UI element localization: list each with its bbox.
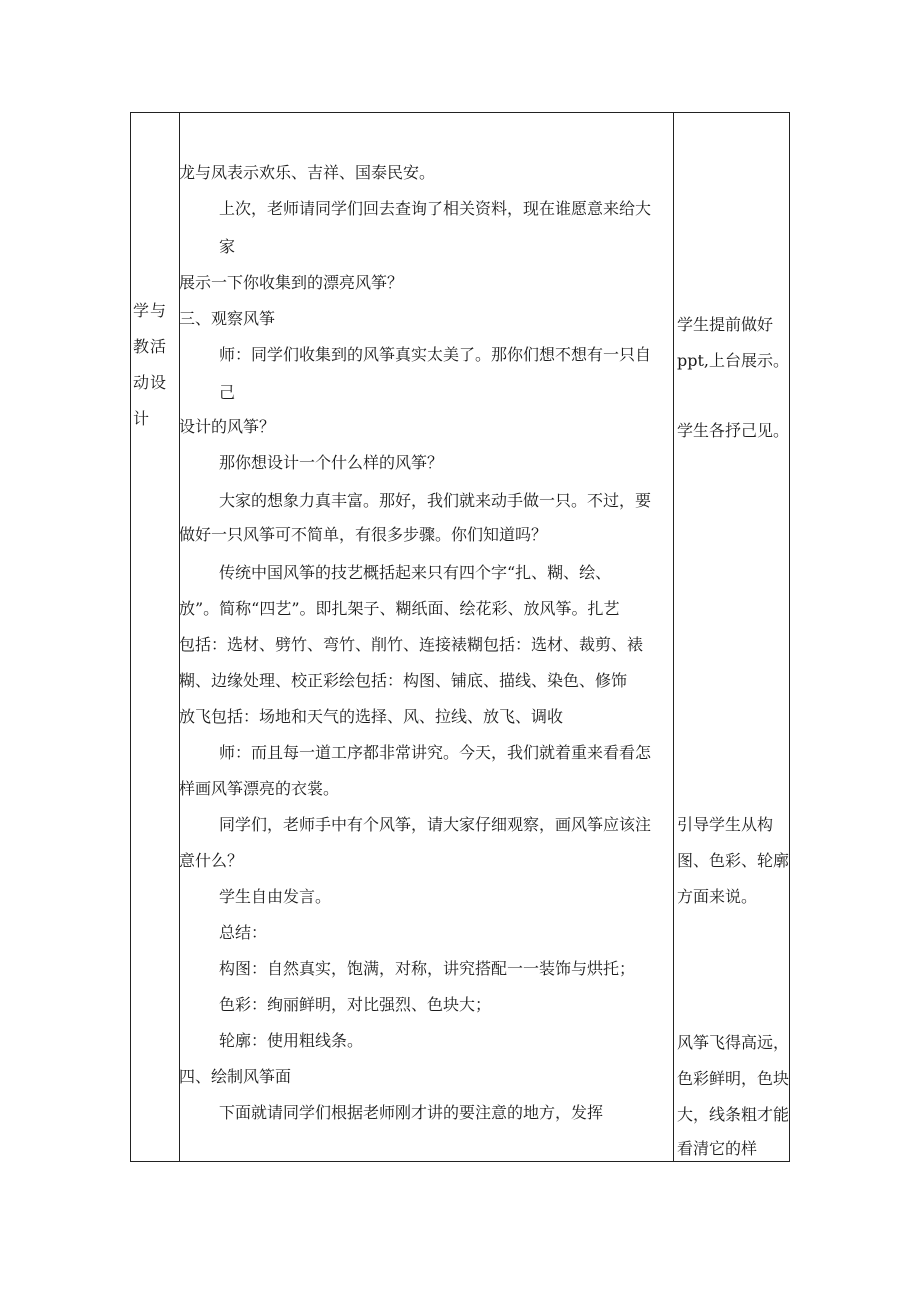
content-line: 放飞包括：场地和天气的选择、风、拉线、放飞、调收 <box>179 707 564 726</box>
content-line: 样画风筝漂亮的衣裳。 <box>179 779 340 798</box>
section-label-line: 教活 <box>133 337 168 356</box>
note-line: 图、色彩、轮廓 <box>677 851 790 870</box>
content-line: 放”。简称“四艺”。即扎架子、糊纸面、绘花彩、放风筝。扎艺 <box>179 599 620 618</box>
content-line: 糊、边缘处理、校正彩绘包括：构图、铺底、描线、染色、修饰 <box>179 671 628 690</box>
lesson-table <box>130 112 790 1162</box>
note-line: 引导学生从构 <box>677 815 774 834</box>
content-line: 龙与凤表示欢乐、吉祥、国泰民安。 <box>179 163 436 182</box>
content-line: 设计的风筝？ <box>179 417 276 436</box>
content-line: 同学们，老师手中有个风筝，请大家仔细观察，画风筝应该注 <box>219 815 652 834</box>
content-line: 那你想设计一个什么样的风筝？ <box>219 453 444 472</box>
section-label-line: 计 <box>133 409 151 428</box>
note-line: 学生提前做好 <box>677 315 774 334</box>
content-line: 总结： <box>219 923 268 942</box>
content-line: 下面就请同学们根据老师刚才讲的要注意的地方，发挥 <box>219 1103 604 1122</box>
note-line: 大，线条粗才能 <box>677 1105 790 1124</box>
content-line: 色彩：绚丽鲜明，对比强烈、色块大； <box>219 995 492 1014</box>
content-line: 师：而且每一道工序都非常讲究。今天，我们就着重来看看怎 <box>219 743 652 762</box>
content-line: 轮廓：使用粗线条。 <box>219 1031 364 1050</box>
section-label-cell <box>131 113 179 1161</box>
section-label-line: 动设 <box>133 373 168 392</box>
activity-content-cell <box>179 113 673 1161</box>
note-line: 风筝飞得高远， <box>677 1033 790 1052</box>
note-line: ppt,上台展示。 <box>677 351 790 370</box>
note-line: 学生各抒己见。 <box>677 421 790 440</box>
content-line: 师：同学们收集到的风筝真实太美了。那你们想不想有一只自 <box>219 345 652 364</box>
note-line: 色彩鲜明，色块 <box>677 1069 790 1088</box>
content-line: 家 <box>219 237 236 256</box>
student-activity-cell <box>674 113 790 1161</box>
content-line: 包括：选材、劈竹、弯竹、削竹、连接裱糊包括：选材、裁剪、裱 <box>179 635 644 654</box>
content-line: 传统中国风筝的技艺概括起来只有四个字“扎、糊、绘、 <box>219 563 612 582</box>
content-line: 展示一下你收集到的漂亮风筝？ <box>179 273 404 292</box>
content-line: 学生自由发言。 <box>219 887 332 906</box>
section-label-line: 学与 <box>133 301 168 320</box>
content-line: 上次，老师请同学们回去查询了相关资料，现在谁愿意来给大 <box>219 199 652 218</box>
content-line: 意什么？ <box>179 851 244 870</box>
note-line: 方面来说。 <box>677 887 758 906</box>
content-line: 大家的想象力真丰富。那好，我们就来动手做一只。不过，要 <box>219 491 652 510</box>
section-heading: 四、绘制风筝面 <box>179 1067 292 1086</box>
section-heading: 三、观察风筝 <box>179 309 276 328</box>
content-line: 做好一只风筝可不简单，有很多步骤。你们知道吗？ <box>179 525 548 544</box>
note-line: 看清它的样 <box>677 1139 758 1158</box>
content-line: 己 <box>219 383 236 402</box>
content-line: 构图：自然真实，饱满，对称，讲究搭配一一装饰与烘托； <box>219 959 636 978</box>
